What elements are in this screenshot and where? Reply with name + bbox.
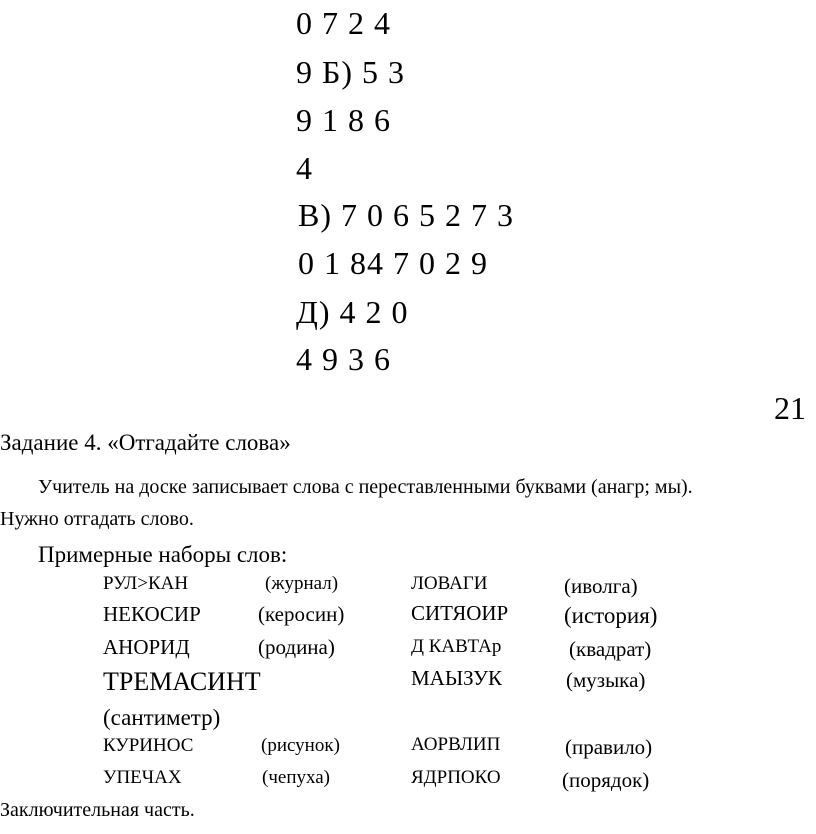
anagram-word: Д КАВТАр [411,636,502,657]
task-description-line1: Учитель на доске записывает слова с переставленными буквами (анагр; мы). [38,476,693,498]
answer-word: (порядок) [562,768,650,792]
answer-word: (правило) [565,735,653,759]
answer-word: (журнал) [265,573,339,594]
anagram-word: НЕКОСИР [103,602,201,626]
answer-word: (рисунок) [261,735,340,756]
anagram-word: АОРВЛИП [411,734,501,755]
anagram-word: МАЫЗУК [411,666,503,690]
math-line-8: 4 9 3 6 [296,341,391,377]
answer-word: (квадрат) [569,637,652,661]
answer-word: (иволга) [564,574,638,598]
anagram-word: УПЕЧАХ [103,767,182,788]
anagram-word: ЯДРПОКО [411,767,501,788]
answer-word: (история) [564,603,658,628]
math-line-2: 9 Б) 5 3 [296,54,406,90]
answer-word: (музыка) [566,668,646,692]
anagram-word: ТРЕМАСИНТ [103,667,261,696]
answer-word: (родина) [258,635,335,659]
anagram-word: ЛОВАГИ [411,573,488,594]
anagram-word: РУЛ>КАН [103,573,189,594]
task-description-line2: Нужно отгадать слово. [0,508,194,530]
answer-word: (керосин) [258,602,345,626]
math-line-1: 0 7 2 4 [296,5,391,41]
page-number: 21 [774,390,806,426]
conclusion-heading: Заключительная часть. [0,799,195,821]
task-title: Задание 4. «Отгадайте слова» [0,430,291,455]
anagram-word: АНОРИД [103,635,190,659]
math-line-6: 0 1 84 7 0 2 9 [298,245,488,281]
anagram-word: КУРИНОС [103,735,194,756]
math-line-7: Д) 4 2 0 [296,294,409,330]
answer-word: (сантиметр) [103,705,221,730]
math-line-5: В) 7 0 6 5 2 7 3 [298,197,514,233]
math-line-4: 4 [296,150,313,186]
answer-word: (чепуха) [262,767,330,788]
anagram-word: СИТЯОИР [411,601,509,625]
math-line-3: 9 1 8 6 [296,102,391,138]
word-sets-label: Примерные наборы слов: [38,542,288,567]
